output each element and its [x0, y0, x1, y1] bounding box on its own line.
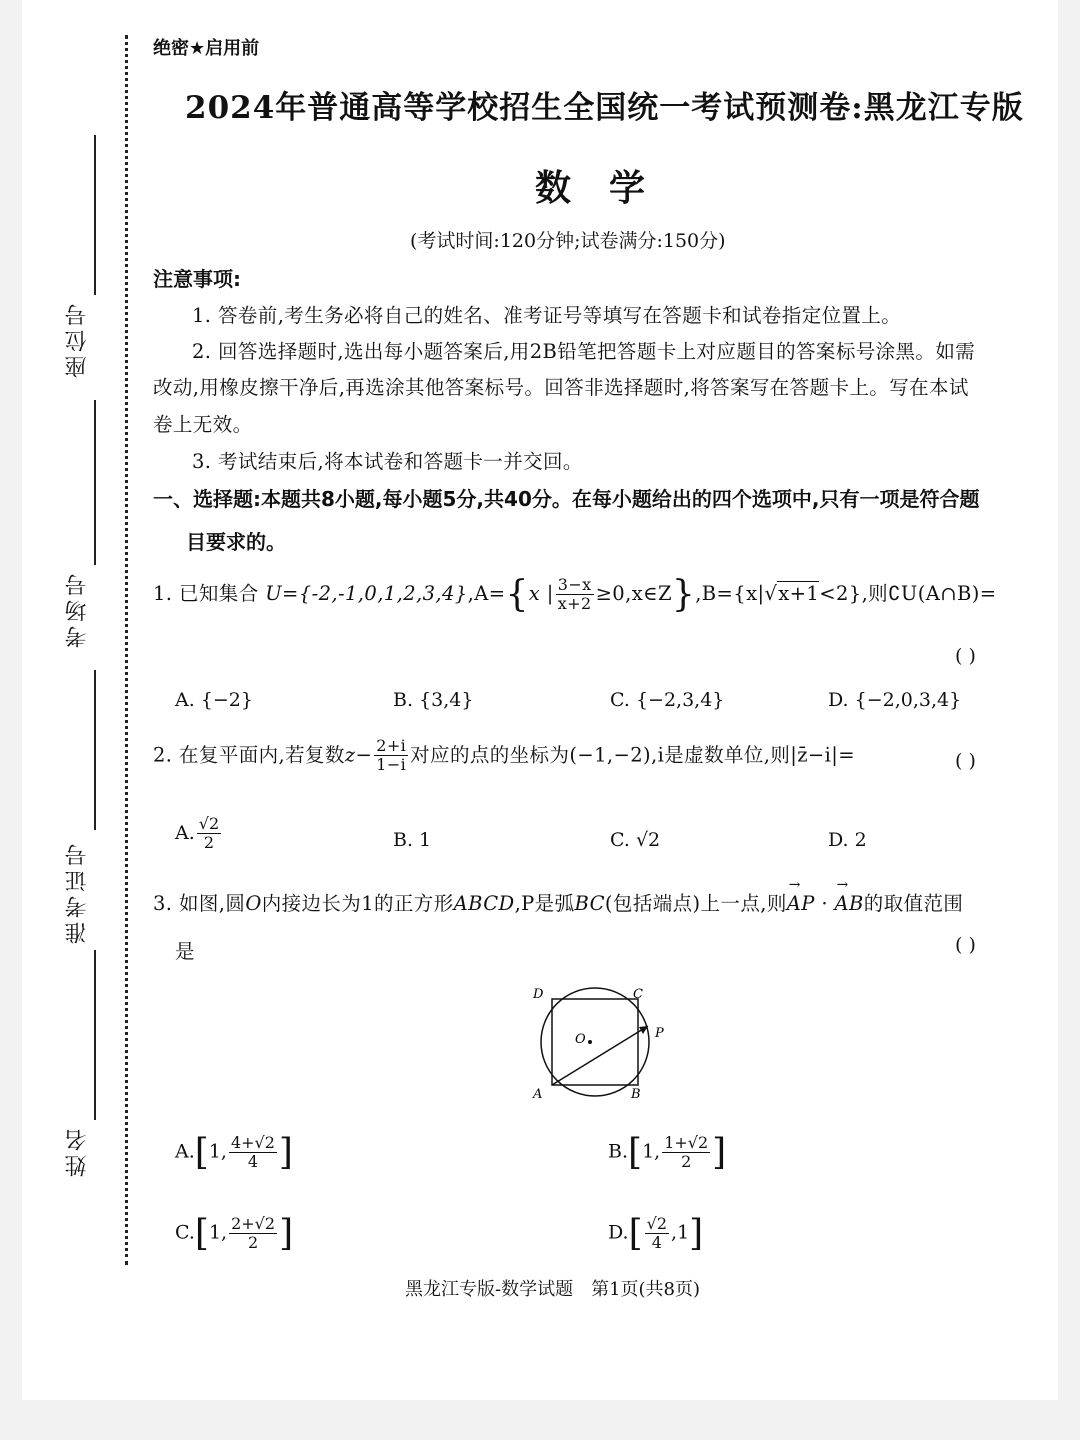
q1-a-prefix: ,A= — [467, 582, 506, 605]
q2-prefix: 2. 在复平面内,若复数 — [153, 743, 345, 767]
q1-b-suffix: <2},则 — [819, 582, 889, 605]
q3-option-d-bracket-close: ] — [689, 1213, 704, 1254]
q1-b-sqrt: x+1 — [778, 582, 820, 605]
notice-item-1: 1. 答卷前,考生务必将自己的姓名、准考证号等填写在答题卡和试卷指定位置上。 — [192, 304, 902, 327]
q2-option-a-den: 2 — [203, 833, 215, 853]
q1-complement: ∁U(A∩B)= — [888, 582, 997, 605]
name-label: 姓名 — [65, 1125, 90, 1177]
label-p: P — [655, 1026, 664, 1041]
q3-option-b-den: 2 — [681, 1152, 692, 1171]
segment-ap — [552, 1026, 648, 1085]
q1-brace-open: { — [505, 574, 529, 615]
q3-option-a-num: 4+√2 — [230, 1132, 275, 1152]
q2-option-b: B. 1 — [393, 829, 432, 851]
notice-heading: 注意事项: — [153, 267, 241, 291]
q3-bc: BC — [574, 892, 605, 915]
q3-mid3: (包括端点)上一点,则 — [604, 892, 787, 915]
q1-prefix: 1. 已知集合 — [153, 582, 259, 605]
label-c: C — [633, 987, 643, 1002]
ticket-line — [94, 670, 96, 830]
binding-dotted-line — [125, 35, 128, 1265]
q3-option-b-label: B. — [608, 1140, 629, 1163]
room-line — [94, 400, 96, 565]
question-2 — [153, 737, 855, 775]
q1-answer-paren: ( ) — [955, 645, 976, 667]
q2-option-a — [175, 815, 223, 853]
room-label: 考场号 — [65, 570, 90, 648]
q2-answer-paren: ( ) — [955, 750, 976, 772]
q3-option-a-bracket-open: [ — [194, 1132, 209, 1173]
q3-mid: 内接边长为1的正方形 — [261, 892, 454, 915]
square-abcd — [552, 999, 638, 1085]
q1-option-c: C. {−2,3,4} — [610, 689, 725, 711]
q2-option-a-frac — [197, 815, 221, 853]
q3-option-b-frac — [662, 1134, 710, 1172]
q3-vector-ab: → AB — [835, 892, 864, 915]
q1-option-b: B. {3,4} — [393, 689, 474, 711]
q3-option-b-num: 1+√2 — [664, 1132, 709, 1152]
q3-option-c-label: C. — [175, 1221, 195, 1244]
name-line — [94, 950, 96, 1120]
q3-answer-paren: ( ) — [955, 934, 976, 956]
question-1: 1. 已知集合 U={-2,-1,0,1,2,3,4},A={x | $\frac{3-x}{x+2}$ ≥0,x∈Z},B={x|√x+1<2},则∁U(A∩B)= — [153, 574, 997, 615]
notice-item-2-line-1: 2. 回答选择题时,选出每小题答案后,用2B铅笔把答题卡上对应题目的答案标号涂黑。如需 — [192, 340, 976, 363]
q3-mid2: ,P是弧 — [514, 892, 575, 915]
q1-frac-den: x+2 — [557, 594, 592, 613]
q3-prefix: 3. 如图,圆 — [153, 892, 246, 915]
q1-b-prefix: ,B={x| — [695, 582, 765, 605]
q3-option-d-num: √2 — [646, 1213, 668, 1233]
seat-label: 座位号 — [65, 300, 90, 378]
q3-option-c-num: 2+√2 — [231, 1213, 276, 1233]
exam-info: (考试时间:120分钟;试卷满分:150分) — [410, 230, 726, 252]
q3-option-b-bracket-close: ] — [712, 1132, 727, 1173]
q3-dot: · — [814, 892, 835, 915]
q1-brace-close: } — [671, 574, 696, 615]
q1-fraction — [556, 576, 594, 614]
q3-vector-ap: → AP — [787, 892, 815, 915]
q3-option-b-lower: 1, — [642, 1140, 661, 1163]
q2-frac-num: 2+i — [376, 736, 407, 755]
q3-option-d-label: D. — [608, 1221, 629, 1244]
q3-option-b-bracket-open: [ — [628, 1132, 643, 1173]
q3-option-a — [175, 1132, 293, 1173]
q2-option-d: D. 2 — [828, 829, 867, 851]
q3-option-d-den: 4 — [651, 1233, 662, 1252]
q3-option-b — [608, 1132, 726, 1173]
q1-frac-num: 3−x — [557, 574, 592, 594]
q3-abcd: ABCD — [453, 892, 515, 915]
exam-title: 2024年普通高等学校招生全国统一考试预测卷:黑龙江专版 — [185, 90, 1024, 126]
q3-option-a-lower: 1, — [208, 1140, 227, 1163]
q2-suffix: 对应的点的坐标为(−1,−2),i是虚数单位,则|z̄−i|= — [410, 743, 856, 767]
section-1-heading: 一、选择题:本题共8小题,每小题5分,共40分。在每小题给出的四个选项中,只有一项是符合题 — [153, 487, 980, 511]
q3-option-d — [608, 1213, 703, 1254]
q3-option-c-lower: 1, — [208, 1221, 228, 1244]
circle-square-figure — [515, 980, 685, 1105]
q3-option-d-upper: ,1 — [671, 1221, 690, 1244]
center-dot — [588, 1040, 592, 1044]
question-3-cont: 是 — [175, 940, 195, 963]
subject-title: 数学 — [535, 168, 684, 209]
seat-line — [94, 135, 96, 295]
question-3 — [153, 888, 963, 916]
q3-option-c-frac — [229, 1215, 277, 1253]
q3-option-c-bracket-close: ] — [279, 1213, 294, 1254]
q1-u-set: U={-2,-1,0,1,2,3,4} — [265, 582, 468, 605]
label-b: B — [631, 1087, 641, 1102]
q2-z: z− — [344, 743, 373, 767]
q3-option-a-label: A. — [175, 1140, 195, 1163]
q1-a-var: x — [528, 582, 541, 605]
ticket-label: 准考证号 — [65, 840, 90, 944]
q1-a-condition: ≥0,x∈Z — [595, 582, 672, 605]
q2-option-a-num: √2 — [198, 814, 220, 833]
notice-item-2-line-3: 卷上无效。 — [153, 413, 253, 436]
page-footer: 黑龙江专版-数学试题 第1页(共8页) — [405, 1279, 701, 1300]
q1-option-a: A. {−2} — [175, 689, 253, 711]
q2-fraction — [374, 737, 408, 775]
label-a: A — [533, 1087, 543, 1102]
section-1-heading-cont: 目要求的。 — [186, 530, 286, 554]
circle-o — [541, 988, 649, 1096]
label-o: O — [575, 1032, 586, 1047]
label-d: D — [533, 987, 544, 1002]
q3-o: O — [245, 892, 262, 915]
notice-item-3: 3. 考试结束后,将本试卷和答题卡一并交回。 — [192, 450, 583, 473]
q3-option-c — [175, 1213, 293, 1254]
q1-option-d: D. {−2,0,3,4} — [828, 689, 962, 711]
q3-option-a-den: 4 — [247, 1152, 259, 1171]
q3-option-d-frac — [645, 1215, 669, 1253]
q2-option-c: C. √2 — [610, 829, 661, 851]
notice-item-2-line-2: 改动,用橡皮擦干净后,再选涂其他答案标号。回答非选择题时,将答案写在答题卡上。写在本试 — [153, 376, 969, 399]
q2-option-a-label: A. — [175, 821, 195, 844]
q2-frac-den: 1−i — [376, 755, 407, 775]
q3-option-a-bracket-close: ] — [278, 1132, 293, 1173]
q3-option-c-bracket-open: [ — [194, 1213, 209, 1254]
secret-mark: 绝密★启用前 — [153, 38, 260, 59]
q3-option-d-bracket-open: [ — [628, 1213, 643, 1254]
q3-option-c-den: 2 — [247, 1233, 259, 1252]
q3-suffix: 的取值范围 — [863, 892, 964, 915]
q3-option-a-frac — [229, 1134, 277, 1172]
